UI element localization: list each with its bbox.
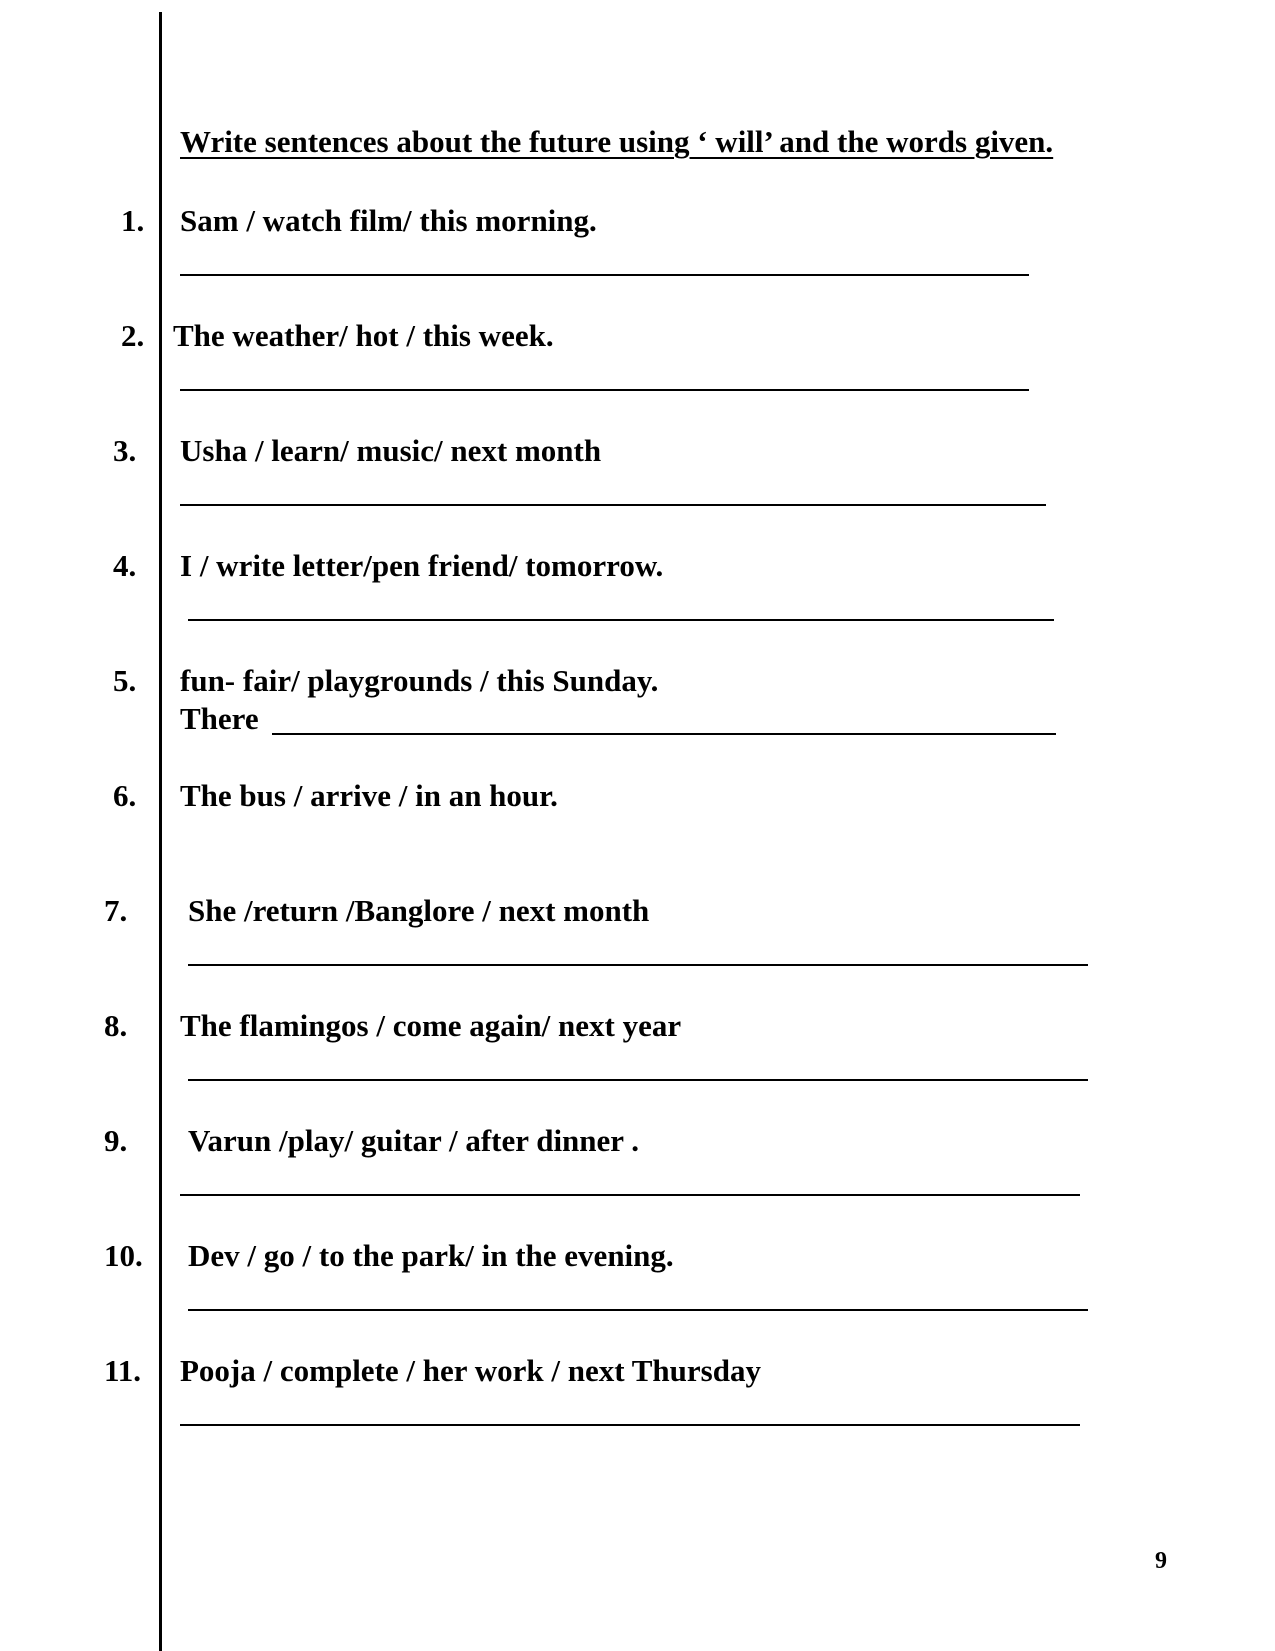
item-prompt-11: Pooja / complete / her work / next Thursday (180, 1353, 761, 1388)
item-number-8: 8. (104, 1008, 128, 1043)
item-prompt-1: Sam / watch film/ this morning. (180, 203, 597, 238)
item-prompt-2: The weather/ hot / this week. (173, 318, 554, 353)
item-prompt-6: The bus / arrive / in an hour. (180, 778, 558, 813)
item-prompt-9: Varun /play/ guitar / after dinner . (188, 1123, 639, 1158)
item-prompt-4: I / write letter/pen friend/ tomorrow. (180, 548, 664, 583)
answer-line-8[interactable] (188, 1079, 1088, 1081)
answer-line-3[interactable] (180, 504, 1046, 506)
page-number: 9 (1155, 1548, 1167, 1574)
item-prompt-5: fun- fair/ playgrounds / this Sunday. (180, 663, 659, 698)
item-prompt-10: Dev / go / to the park/ in the evening. (188, 1238, 674, 1273)
answer-line-5[interactable] (272, 733, 1056, 735)
item-number-11: 11. (104, 1353, 142, 1388)
item-number-6: 6. (113, 778, 137, 813)
answer-line-10[interactable] (188, 1309, 1088, 1311)
answer-line-7[interactable] (188, 964, 1088, 966)
item-prompt-7: She /return /Banglore / next month (188, 893, 650, 928)
item-number-3: 3. (113, 433, 137, 468)
item-number-10: 10. (104, 1238, 143, 1273)
instruction-heading: Write sentences about the future using ‘ will’ and the words given. (180, 124, 1054, 159)
margin-rule (159, 12, 162, 1651)
item-number-5: 5. (113, 663, 137, 698)
item-number-4: 4. (113, 548, 137, 583)
answer-line-9[interactable] (180, 1194, 1080, 1196)
answer-line-2[interactable] (180, 389, 1029, 391)
item-prompt-8: The flamingos / come again/ next year (180, 1008, 682, 1043)
answer-line-1[interactable] (180, 274, 1029, 276)
item-number-2: 2. (121, 318, 145, 353)
answer-prefix-5: There (180, 701, 259, 736)
item-number-1: 1. (121, 203, 145, 238)
item-prompt-3: Usha / learn/ music/ next month (180, 433, 602, 468)
answer-line-4[interactable] (188, 619, 1054, 621)
item-number-7: 7. (104, 893, 128, 928)
answer-line-11[interactable] (180, 1424, 1080, 1426)
item-number-9: 9. (104, 1123, 128, 1158)
